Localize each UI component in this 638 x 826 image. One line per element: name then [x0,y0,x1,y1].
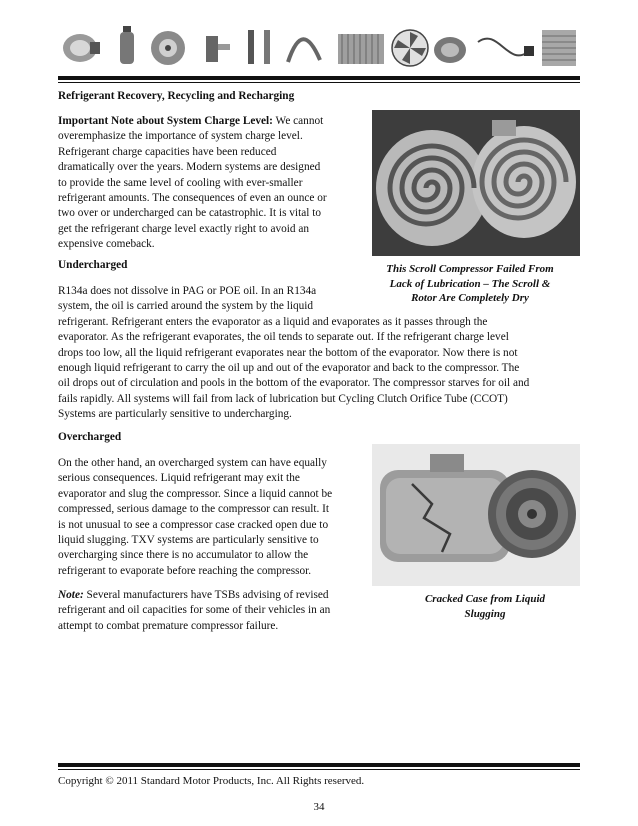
note-line: expensive comeback. [58,238,155,251]
scroll-compressor-photo [372,110,580,256]
undercharged-line: drops too low, all the liquid refrigerant evaporates near the bottom of the evaporator. Now there is not [58,346,518,359]
overcharged-line: serious consequences. Liquid refrigerant may exit the [58,472,300,485]
note-line: overemphasize the importance of system charge level. [58,130,303,143]
blower-icon [434,37,466,63]
caption-line: Slugging [464,607,506,620]
overcharged-line: is not unusual to see a compressor case cracked open due to [58,518,329,531]
caption-line: Cracked Case from Liquid [424,593,546,605]
header-rule-thick [58,76,580,80]
caption-line: Lack of Lubrication – The Scroll & [389,277,551,290]
undercharged-heading: Undercharged [58,259,128,271]
undercharged-paragraph [58,284,580,423]
note-line: two over or undercharged can be catastrophic. It is vital to [58,207,321,220]
overcharged-line: refrigerant to evaporate before reaching the compressor. [58,564,312,577]
overcharged-line: evaporator and slug the compressor. Since a liquid cannot be [58,487,333,500]
footer-rule-thin [58,769,580,770]
important-note-heading: Important Note about System Charge Level: [58,115,273,127]
undercharged-line: oil drops out of circulation and pools in the bottom of the evaporator. The compressor starves for oil and [58,377,530,390]
footer-copyright: Copyright © 2011 Standard Motor Products, Inc. All Rights reserved. [58,775,365,787]
compressor-icon [63,34,100,62]
connector-icon [478,39,534,56]
final-note-line: refrigerant and oil capacities for some of their vehicles in an [58,604,331,617]
overcharged-paragraph [58,456,368,579]
hose-icon [288,39,320,62]
overcharged-line: On the other hand, an overcharged system can have equally [58,457,327,469]
condenser-icon [338,34,384,64]
note-line: get the refrigerant charge level exactly right to avoid an [58,222,310,235]
undercharged-line: refrigerant. Refrigerant enters the evaporator as a liquid and evaporates as it passes through the [58,315,488,328]
final-note-line: attempt to combat premature compressor failure. [58,619,279,632]
cracked-photo-caption [390,592,580,621]
undercharged-line: enough liquid refrigerant to carry the oil up and out of the evaporator and back to the compressor. The [58,362,520,375]
overcharged-line: compressed, serious damage to the compressor can result. It [58,503,330,516]
fan-icon [392,30,428,66]
undercharged-line: evaporator. As the refrigerant evaporates, the oil tends to separate out. If the refrigerant charge level [58,331,509,344]
note-line: dramatically over the years. Modern systems are designed [58,161,321,174]
undercharged-line: R134a does not dissolve in PAG or POE oil. In an R134a [58,285,317,297]
overcharged-line: liquid slugging. TXV systems are particularly sensitive to [58,534,319,547]
overcharged-heading: Overcharged [58,431,122,443]
header-product-icons [58,22,580,74]
undercharged-line: fails rapidly. All systems will fail from lack of lubrication but Cycling Clutch Orifice Tube (CCOT) [58,392,508,405]
switch-icon [248,30,270,64]
final-note-label: Note: [58,589,84,601]
note-line: We cannot [272,115,324,127]
cracked-compressor-photo [372,444,580,586]
final-note-paragraph [58,588,368,634]
important-note-paragraph [58,114,358,253]
undercharged-line: Systems are particularly sensitive to undercharging. [58,408,292,421]
final-note-line: Several manufacturers have TSBs advising of revised [83,589,329,601]
note-line: refrigerant amounts. The consequences of even an ounce or [58,192,327,205]
undercharged-line: system, the oil is carried around the system by the liquid [58,300,314,313]
caption-line: Rotor Are Completely Dry [411,292,529,304]
clutch-icon [151,31,185,65]
footer-rule-thick [58,763,580,767]
page-number: 34 [313,801,325,813]
overcharged-line: overcharging since there is no accumulator to allow the [58,549,309,562]
header-rule-thin [58,82,580,83]
note-line: Refrigerant charge capacities have been reduced [58,145,277,158]
section-title: Refrigerant Recovery, Recycling and Recharging [58,90,295,102]
note-line: to provide the same level of cooling with ever-smaller [58,176,303,189]
valve-icon [206,36,230,62]
caption-line: This Scroll Compressor Failed From [386,263,554,275]
drier-icon [120,26,134,64]
evaporator-icon [542,30,576,66]
